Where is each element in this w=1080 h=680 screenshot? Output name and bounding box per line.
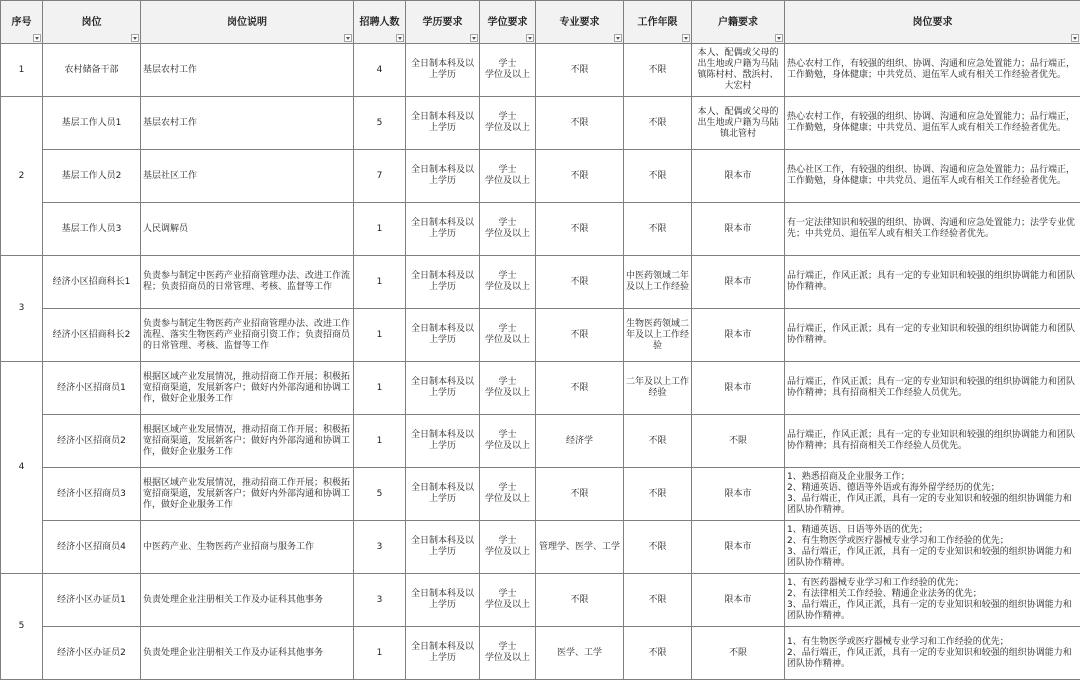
years-cell: 不限 [624, 150, 692, 203]
degree-cell: 学士 学位及以上 [480, 150, 536, 203]
hukou-cell: 本人、配偶或父母的出生地或户籍为马陆镇北管村 [692, 97, 785, 150]
count-cell: 1 [354, 309, 406, 362]
table-row [1, 44, 1080, 97]
table-row [1, 150, 1080, 203]
years-cell: 不限 [624, 415, 692, 468]
column-header-label: 岗位 [82, 17, 102, 28]
education-cell: 全日制本科及以上学历 [406, 97, 480, 150]
major-cell: 不限 [536, 203, 624, 256]
serial-number-cell: 4 [1, 362, 43, 574]
filter-dropdown-icon[interactable] [614, 34, 622, 42]
education-cell: 全日制本科及以上学历 [406, 415, 480, 468]
hukou-cell: 限本市 [692, 362, 785, 415]
education-cell: 全日制本科及以上学历 [406, 521, 480, 574]
column-header-label: 岗位要求 [913, 17, 953, 28]
major-cell: 管理学、医学、工学 [536, 521, 624, 574]
post-cell: 经济小区办证员1 [43, 574, 141, 627]
serial-number-cell: 3 [1, 256, 43, 362]
table-row [1, 627, 1080, 680]
filter-dropdown-icon[interactable] [526, 34, 534, 42]
count-cell: 1 [354, 362, 406, 415]
description-cell: 负责参与制定中医药产业招商管理办法、改进工作流程；负责招商员的日常管理、考核、监督等工作 [141, 256, 354, 309]
hukou-cell: 限本市 [692, 309, 785, 362]
column-header [692, 1, 785, 44]
description-cell: 负责参与制定生物医药产业招商管理办法、改进工作流程、落实生物医药产业招商引资工作；负责招商员的日常管理、考核、监督等工作 [141, 309, 354, 362]
column-header [480, 1, 536, 44]
count-cell: 3 [354, 521, 406, 574]
column-header-label: 序号 [12, 17, 32, 28]
requirement-cell: 品行端正，作风正派；具有一定的专业知识和较强的组织协调能力和团队协作精神；具有招商相关工作经验人员优先。 [785, 415, 1080, 468]
education-cell: 全日制本科及以上学历 [406, 256, 480, 309]
education-cell: 全日制本科及以上学历 [406, 203, 480, 256]
education-cell: 全日制本科及以上学历 [406, 627, 480, 680]
hukou-cell: 不限 [692, 627, 785, 680]
major-cell: 不限 [536, 309, 624, 362]
filter-dropdown-icon[interactable] [344, 34, 352, 42]
degree-cell: 学士 学位及以上 [480, 309, 536, 362]
requirement-cell: 1、熟悉招商及企业服务工作； 2、精通英语、德语等外语或有海外留学经历的优先； 3、品行端正，作风正派，具有一定的专业知识和较强的组织协调能力和团队协作精神。 [785, 468, 1080, 521]
requirement-cell: 1、精通英语、日语等外语的优先； 2、有生物医学或医疗器械专业学习和工作经验的优先； 3、品行端正，作风正派，具有一定的专业知识和较强的组织协调能力和团队协作精神。 [785, 521, 1080, 574]
degree-cell: 学士 学位及以上 [480, 521, 536, 574]
requirement-cell: 品行端正，作风正派；具有一定的专业知识和较强的组织协调能力和团队协作精神；具有招商相关工作经验人员优先。 [785, 362, 1080, 415]
hukou-cell: 限本市 [692, 256, 785, 309]
description-cell: 根据区域产业发展情况，推动招商工作开展；积极拓宽招商渠道，发展新客户；做好内外部沟通和协调工作，做好企业服务工作 [141, 362, 354, 415]
count-cell: 1 [354, 627, 406, 680]
serial-number-cell: 1 [1, 44, 43, 97]
hukou-cell: 限本市 [692, 574, 785, 627]
requirement-cell: 1、有生物医学或医疗器械专业学习和工作经验的优先； 2、品行端正，作风正派，具有一定的专业知识和较强的组织协调能力和团队协作精神。 [785, 627, 1080, 680]
years-cell: 不限 [624, 574, 692, 627]
filter-dropdown-icon[interactable] [470, 34, 478, 42]
description-cell: 中医药产业、生物医药产业招商与服务工作 [141, 521, 354, 574]
count-cell: 7 [354, 150, 406, 203]
table-row [1, 521, 1080, 574]
major-cell: 不限 [536, 44, 624, 97]
table-body [1, 44, 1080, 680]
hukou-cell: 限本市 [692, 203, 785, 256]
major-cell: 不限 [536, 97, 624, 150]
years-cell: 不限 [624, 44, 692, 97]
column-header [1, 1, 43, 44]
count-cell: 1 [354, 203, 406, 256]
serial-number-cell: 2 [1, 97, 43, 256]
description-cell: 根据区域产业发展情况，推动招商工作开展；积极拓宽招商渠道，发展新客户；做好内外部沟通和协调工作，做好企业服务工作 [141, 415, 354, 468]
column-header [354, 1, 406, 44]
column-header [406, 1, 480, 44]
post-cell: 经济小区办证员2 [43, 627, 141, 680]
column-header [43, 1, 141, 44]
major-cell: 医学、工学 [536, 627, 624, 680]
degree-cell: 学士 学位及以上 [480, 362, 536, 415]
requirement-cell: 1、有医药器械专业学习和工作经验的优先； 2、有法律相关工作经验、精通企业法务的优先； 3、品行端正，作风正派，具有一定的专业知识和较强的组织协调能力和团队协作精神。 [785, 574, 1080, 627]
requirement-cell: 热心社区工作，有较强的组织、协调、沟通和应急处置能力；品行端正，工作勤勉，身体健康；中共党员、退伍军人或有相关工作经验者优先。 [785, 150, 1080, 203]
table-row [1, 574, 1080, 627]
years-cell: 不限 [624, 627, 692, 680]
column-header [785, 1, 1080, 44]
table-row [1, 309, 1080, 362]
filter-dropdown-icon[interactable] [131, 34, 139, 42]
major-cell: 不限 [536, 150, 624, 203]
count-cell: 5 [354, 468, 406, 521]
hukou-cell: 不限 [692, 415, 785, 468]
major-cell: 不限 [536, 574, 624, 627]
column-header-label: 工作年限 [638, 17, 678, 28]
post-cell: 基层工作人员1 [43, 97, 141, 150]
education-cell: 全日制本科及以上学历 [406, 362, 480, 415]
hukou-cell: 本人、配偶或父母的出生地或户籍为马陆镇陈村村、戬浜村、大宏村 [692, 44, 785, 97]
years-cell: 中医药领域二年及以上工作经验 [624, 256, 692, 309]
description-cell: 基层社区工作 [141, 150, 354, 203]
degree-cell: 学士 学位及以上 [480, 415, 536, 468]
description-cell: 负责处理企业注册相关工作及办证科其他事务 [141, 574, 354, 627]
major-cell: 经济学 [536, 415, 624, 468]
serial-number-cell: 5 [1, 574, 43, 680]
column-header [536, 1, 624, 44]
count-cell: 1 [354, 256, 406, 309]
years-cell: 不限 [624, 97, 692, 150]
count-cell: 5 [354, 97, 406, 150]
post-cell: 经济小区招商员1 [43, 362, 141, 415]
degree-cell: 学士 学位及以上 [480, 97, 536, 150]
column-header [141, 1, 354, 44]
table-row [1, 97, 1080, 150]
post-cell: 经济小区招商员3 [43, 468, 141, 521]
requirement-cell: 有一定法律知识和较强的组织、协调、沟通和应急处置能力；法学专业优先；中共党员、退伍军人或有相关工作经验者优先。 [785, 203, 1080, 256]
post-cell: 经济小区招商员2 [43, 415, 141, 468]
hukou-cell: 限本市 [692, 521, 785, 574]
table-row [1, 415, 1080, 468]
column-header-label: 学位要求 [488, 17, 528, 28]
major-cell: 不限 [536, 256, 624, 309]
education-cell: 全日制本科及以上学历 [406, 468, 480, 521]
filter-dropdown-icon[interactable] [775, 34, 783, 42]
degree-cell: 学士 学位及以上 [480, 203, 536, 256]
degree-cell: 学士 学位及以上 [480, 574, 536, 627]
degree-cell: 学士 学位及以上 [480, 44, 536, 97]
requirement-cell: 热心农村工作，有较强的组织、协调、沟通和应急处置能力；品行端正，工作勤勉，身体健康；中共党员、退伍军人或有相关工作经验者优先。 [785, 97, 1080, 150]
education-cell: 全日制本科及以上学历 [406, 309, 480, 362]
years-cell: 不限 [624, 468, 692, 521]
requirement-cell: 品行端正，作风正派；具有一定的专业知识和较强的组织协调能力和团队协作精神。 [785, 256, 1080, 309]
years-cell: 生物医药领域二年及以上工作经验 [624, 309, 692, 362]
requirement-cell: 品行端正，作风正派；具有一定的专业知识和较强的组织协调能力和团队协作精神。 [785, 309, 1080, 362]
degree-cell: 学士 学位及以上 [480, 468, 536, 521]
filter-dropdown-icon[interactable] [1071, 34, 1079, 42]
filter-dropdown-icon[interactable] [682, 34, 690, 42]
column-header-label: 岗位说明 [227, 17, 267, 28]
years-cell: 二年及以上工作经验 [624, 362, 692, 415]
degree-cell: 学士 学位及以上 [480, 256, 536, 309]
filter-dropdown-icon[interactable] [33, 34, 41, 42]
count-cell: 1 [354, 415, 406, 468]
post-cell: 经济小区招商员4 [43, 521, 141, 574]
column-header-label: 专业要求 [560, 17, 600, 28]
post-cell: 经济小区招商科长1 [43, 256, 141, 309]
hukou-cell: 限本市 [692, 150, 785, 203]
table-row [1, 256, 1080, 309]
years-cell: 不限 [624, 203, 692, 256]
major-cell: 不限 [536, 468, 624, 521]
table-row [1, 362, 1080, 415]
column-header-label: 学历要求 [423, 17, 463, 28]
post-cell: 经济小区招商科长2 [43, 309, 141, 362]
count-cell: 3 [354, 574, 406, 627]
education-cell: 全日制本科及以上学历 [406, 574, 480, 627]
requirement-cell: 热心农村工作，有较强的组织、协调、沟通和应急处置能力；品行端正，工作勤勉，身体健康；中共党员、退伍军人或有相关工作经验者优先。 [785, 44, 1080, 97]
degree-cell: 学士 学位及以上 [480, 627, 536, 680]
post-cell: 基层工作人员3 [43, 203, 141, 256]
description-cell: 基层农村工作 [141, 97, 354, 150]
description-cell: 根据区域产业发展情况，推动招商工作开展；积极拓宽招商渠道，发展新客户；做好内外部沟通和协调工作，做好企业服务工作 [141, 468, 354, 521]
column-header-label: 招聘人数 [360, 17, 400, 28]
filter-dropdown-icon[interactable] [396, 34, 404, 42]
post-cell: 农村储备干部 [43, 44, 141, 97]
hukou-cell: 限本市 [692, 468, 785, 521]
table-row [1, 203, 1080, 256]
description-cell: 负责处理企业注册相关工作及办证科其他事务 [141, 627, 354, 680]
description-cell: 人民调解员 [141, 203, 354, 256]
post-cell: 基层工作人员2 [43, 150, 141, 203]
major-cell: 不限 [536, 362, 624, 415]
count-cell: 4 [354, 44, 406, 97]
education-cell: 全日制本科及以上学历 [406, 150, 480, 203]
years-cell: 不限 [624, 521, 692, 574]
column-header-label: 户籍要求 [718, 17, 758, 28]
description-cell: 基层农村工作 [141, 44, 354, 97]
column-header [624, 1, 692, 44]
education-cell: 全日制本科及以上学历 [406, 44, 480, 97]
header-row [1, 1, 1080, 44]
table-row [1, 468, 1080, 521]
